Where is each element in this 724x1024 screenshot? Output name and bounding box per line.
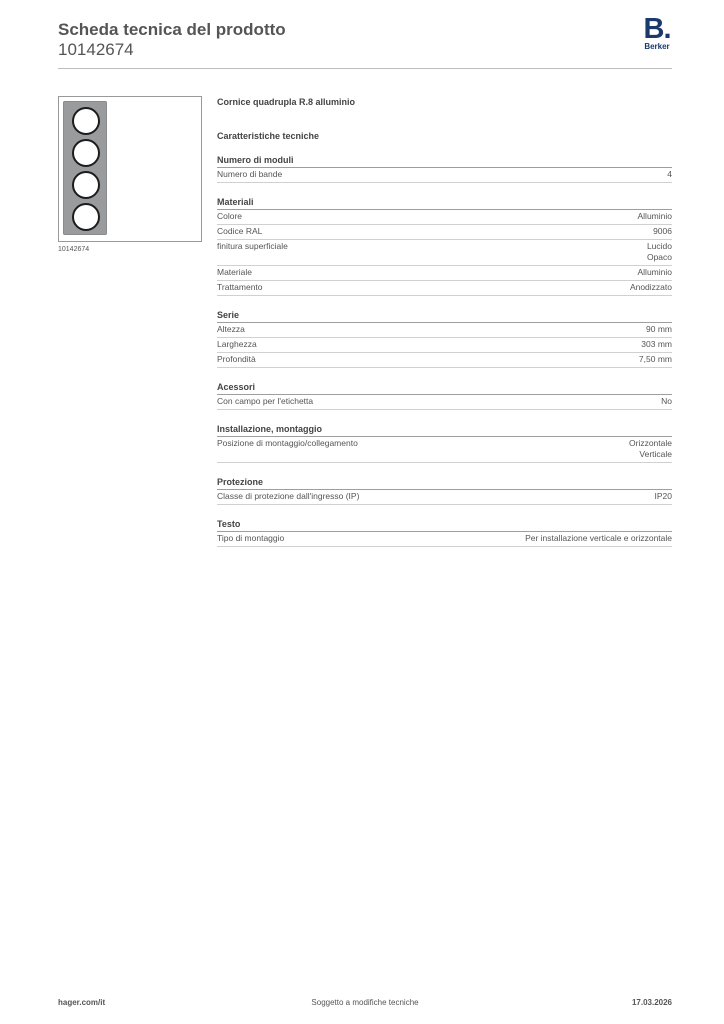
berker-logo	[639, 13, 675, 51]
spec-sections	[217, 154, 672, 547]
spec-row	[217, 210, 672, 225]
spec-row	[217, 168, 672, 183]
spec-value-line: 9006	[653, 226, 672, 236]
spec-label: Posizione di montaggio/collegamento	[217, 438, 358, 448]
spec-row	[217, 395, 672, 410]
spec-section	[217, 154, 672, 183]
spec-value-line: Orizzontale	[629, 438, 672, 448]
product-image	[58, 96, 202, 242]
spec-section	[217, 196, 672, 296]
spec-label: Codice RAL	[217, 226, 263, 236]
spec-value	[525, 533, 672, 544]
spec-row	[217, 240, 672, 266]
spec-value-line: Per installazione verticale e orizzontale	[525, 533, 672, 543]
spec-section	[217, 309, 672, 368]
section-title: Protezione	[217, 476, 672, 490]
spec-value-line: Alluminio	[637, 267, 672, 277]
section-title: Testo	[217, 518, 672, 532]
spec-label: Numero di bande	[217, 169, 283, 179]
frame-opening	[72, 139, 100, 167]
spec-section	[217, 423, 672, 463]
spec-value-line: Anodizzato	[629, 282, 672, 292]
section-title: Materiali	[217, 196, 672, 210]
section-title: Serie	[217, 309, 672, 323]
spec-value	[629, 438, 672, 460]
spec-value-line: 4	[667, 169, 672, 179]
spec-value	[646, 324, 672, 335]
tech-heading: Caratteristiche tecniche	[217, 131, 320, 141]
spec-row	[217, 323, 672, 338]
frame-opening	[72, 107, 100, 135]
spec-value-line: Verticale	[639, 449, 672, 459]
footer-date: 17.03.2026	[631, 998, 672, 1007]
article-number: 10142674	[58, 40, 134, 59]
frame-opening	[72, 203, 100, 231]
section-title: Acessori	[217, 381, 672, 395]
spec-value-line: 90 mm	[646, 324, 672, 334]
spec-section	[217, 518, 672, 547]
spec-value	[641, 339, 672, 350]
section-title: Numero di moduli	[217, 154, 672, 168]
spec-label: Tipo di montaggio	[217, 533, 285, 543]
spec-value-line: 303 mm	[641, 339, 672, 349]
spec-value	[638, 267, 673, 278]
spec-row	[217, 532, 672, 547]
footer-website[interactable]: hager.com/it	[58, 998, 106, 1007]
spec-section	[217, 381, 672, 410]
spec-value	[661, 396, 672, 407]
logo-wordmark: Berker	[644, 42, 670, 51]
product-name: Cornice quadrupla R.8 alluminio	[217, 97, 356, 107]
spec-value-line: Lucido	[646, 241, 672, 251]
spec-value	[647, 241, 672, 263]
header-divider	[58, 68, 672, 69]
spec-value	[638, 211, 673, 222]
spec-row	[217, 338, 672, 353]
spec-label: Colore	[217, 211, 243, 221]
frame-image	[63, 101, 107, 235]
spec-value-line: Opaco	[646, 252, 672, 262]
logo-mark: B.	[643, 13, 671, 45]
spec-label: Con campo per l'etichetta	[217, 396, 314, 406]
spec-row	[217, 281, 672, 296]
spec-label: finitura superficiale	[217, 241, 288, 251]
frame-opening	[72, 171, 100, 199]
spec-section	[217, 476, 672, 505]
spec-label: Classe di protezione dall'ingresso (IP)	[217, 491, 360, 501]
spec-value-line: 7,50 mm	[638, 354, 672, 364]
spec-value-line: IP20	[654, 491, 672, 501]
spec-content	[217, 96, 672, 547]
spec-value	[667, 169, 672, 180]
spec-row	[217, 437, 672, 463]
spec-value-line: No	[661, 396, 672, 406]
spec-value	[630, 282, 672, 293]
spec-row	[217, 225, 672, 240]
spec-value	[653, 226, 672, 237]
spec-label: Altezza	[217, 324, 245, 334]
spec-label: Profondità	[217, 354, 256, 364]
spec-value-line: Alluminio	[637, 211, 672, 221]
spec-value	[639, 354, 672, 365]
spec-label: Trattamento	[217, 282, 263, 292]
spec-value	[655, 491, 673, 502]
spec-row	[217, 266, 672, 281]
spec-row	[217, 353, 672, 368]
spec-label: Materiale	[217, 267, 252, 277]
spec-label: Larghezza	[217, 339, 257, 349]
section-title: Installazione, montaggio	[217, 423, 672, 437]
spec-row	[217, 490, 672, 505]
footer-note: Soggetto a modifiche tecniche	[311, 998, 419, 1007]
image-caption: 10142674	[58, 246, 90, 253]
page-title: Scheda tecnica del prodotto	[58, 20, 286, 39]
page-header	[58, 20, 286, 60]
